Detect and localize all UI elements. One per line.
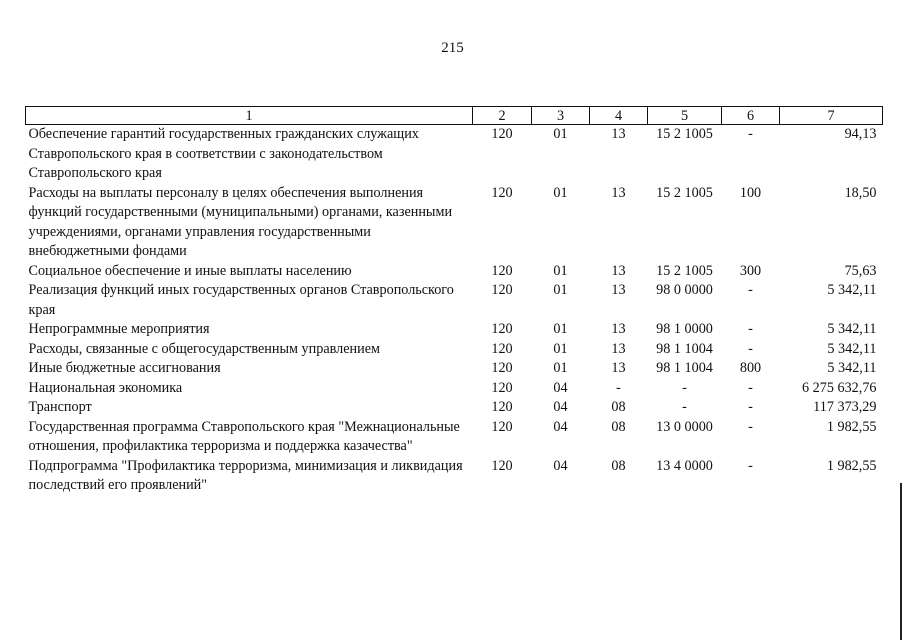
margin-line	[900, 483, 902, 640]
table-row	[26, 320, 883, 340]
table-row	[26, 262, 883, 282]
row-cell-col-4: 13	[611, 340, 626, 357]
table-row	[26, 184, 883, 262]
row-cell-col-7: 117 373,29	[813, 399, 877, 415]
table-body	[26, 125, 883, 496]
column-header-1: 1	[26, 107, 473, 125]
row-cell-col-4: 13	[611, 282, 626, 298]
row-cell-col-3: 01	[553, 126, 568, 142]
row-label: Транспорт	[28, 399, 92, 415]
row-label: Социальное обеспечение и иные выплаты населению	[28, 262, 352, 279]
row-cell-col-6: -	[748, 399, 753, 415]
table-row	[26, 457, 883, 496]
row-cell-col-7: 6 275 632,76	[802, 379, 877, 396]
row-cell-col-3: 01	[553, 184, 568, 201]
row-cell-col-4: 13	[611, 360, 626, 376]
column-header-6: 6	[722, 107, 780, 125]
row-cell-col-5: 98 0 0000	[656, 282, 713, 298]
row-label: Национальная экономика	[28, 379, 183, 396]
row-cell-col-3: 01	[553, 340, 568, 357]
row-cell-col-4: -	[616, 379, 621, 396]
row-cell-col-5: 98 1 0000	[656, 321, 713, 337]
row-cell-col-4: 08	[611, 418, 626, 435]
row-cell-col-2: 120	[491, 321, 513, 337]
row-cell-col-3: 01	[553, 282, 568, 298]
row-cell-col-6: 300	[739, 262, 762, 279]
table-row	[26, 398, 883, 418]
page-number: 215	[441, 40, 464, 56]
row-cell-col-3: 04	[553, 418, 568, 435]
column-header-4: 4	[590, 107, 648, 125]
row-cell-col-5: -	[682, 379, 687, 396]
row-cell-col-7: 1 982,55	[826, 457, 877, 474]
row-cell-col-4: 13	[611, 184, 626, 201]
row-cell-col-4: 13	[611, 126, 626, 142]
row-label: Иные бюджетные ассигнования	[28, 360, 221, 376]
row-cell-col-6: -	[748, 457, 753, 474]
row-cell-col-3: 04	[553, 399, 568, 415]
column-header-7: 7	[780, 107, 883, 125]
table-row	[26, 418, 883, 457]
row-cell-col-3: 04	[553, 457, 568, 474]
table-row	[26, 379, 883, 399]
row-cell-col-5: 98 1 1004	[656, 360, 713, 376]
row-cell-col-3: 01	[553, 360, 568, 376]
row-cell-col-5: -	[682, 399, 687, 415]
row-cell-col-4: 13	[611, 321, 626, 337]
row-cell-col-2: 120	[491, 379, 513, 396]
row-cell-col-2: 120	[491, 418, 513, 435]
row-cell-col-6: 100	[739, 184, 762, 201]
row-cell-col-3: 01	[553, 262, 568, 279]
row-cell-col-7: 5 342,11	[827, 282, 877, 298]
row-label: Реализация функций иных государственных органов Ставропольского края	[28, 282, 454, 318]
row-cell-col-2: 120	[491, 126, 513, 142]
row-cell-col-5: 15 2 1005	[656, 126, 713, 142]
row-cell-col-4: 08	[611, 399, 626, 415]
row-cell-col-7: 5 342,11	[827, 360, 877, 376]
row-cell-col-2: 120	[491, 340, 513, 357]
row-cell-col-2: 120	[491, 282, 513, 298]
row-cell-col-2: 120	[491, 399, 513, 415]
row-cell-col-6: -	[748, 418, 753, 435]
row-cell-col-7: 75,63	[844, 262, 877, 279]
table-row	[26, 340, 883, 360]
row-cell-col-7: 18,50	[844, 184, 877, 201]
row-label: Подпрограмма "Профилактика терроризма, минимизация и ликвидация последствий его проявлений"	[28, 457, 463, 493]
row-label: Расходы на выплаты персоналу в целях обеспечения выполнения функций государственными (муниципальными) органами, казенными учреждениями, органами управления государственными внебюджетными фондами	[28, 184, 453, 259]
row-cell-col-2: 120	[491, 184, 513, 201]
row-cell-col-4: 13	[611, 262, 626, 279]
row-cell-col-7: 94,13	[844, 126, 877, 142]
row-cell-col-7: 1 982,55	[826, 418, 877, 435]
row-cell-col-5: 13 0 0000	[656, 418, 713, 435]
column-header-3: 3	[532, 107, 590, 125]
row-cell-col-5: 15 2 1005	[656, 184, 713, 201]
row-cell-col-2: 120	[491, 262, 513, 279]
row-cell-col-6: -	[748, 379, 753, 396]
row-cell-col-6: -	[748, 340, 753, 357]
row-cell-col-6: 800	[739, 360, 762, 376]
column-header-2: 2	[473, 107, 532, 125]
column-header-5: 5	[648, 107, 722, 125]
table-row	[26, 281, 883, 320]
row-label: Государственная программа Ставропольского края "Межнациональные отношения, профилактика терроризма и поддержка казачества"	[28, 418, 460, 454]
row-cell-col-2: 120	[491, 457, 513, 474]
table-header-row	[26, 107, 883, 125]
row-cell-col-3: 01	[553, 321, 568, 337]
row-cell-col-4: 08	[611, 457, 626, 474]
table-row	[26, 359, 883, 379]
row-cell-col-6: -	[748, 321, 753, 337]
row-cell-col-7: 5 342,11	[827, 340, 877, 357]
row-label: Непрограммные мероприятия	[28, 321, 210, 337]
budget-table	[25, 106, 883, 496]
row-cell-col-6: -	[748, 282, 753, 298]
row-cell-col-5: 98 1 1004	[656, 340, 713, 357]
row-cell-col-3: 04	[553, 379, 568, 396]
table-row	[26, 125, 883, 184]
row-cell-col-6: -	[748, 126, 753, 142]
row-cell-col-5: 13 4 0000	[656, 457, 713, 474]
row-cell-col-5: 15 2 1005	[656, 262, 713, 279]
row-label: Обеспечение гарантий государственных гражданских служащих Ставропольского края в соответствии с законодательством Ставропольского края	[28, 126, 419, 181]
row-label: Расходы, связанные с общегосударственным управлением	[28, 340, 380, 357]
row-cell-col-2: 120	[491, 360, 513, 376]
row-cell-col-7: 5 342,11	[827, 321, 877, 337]
